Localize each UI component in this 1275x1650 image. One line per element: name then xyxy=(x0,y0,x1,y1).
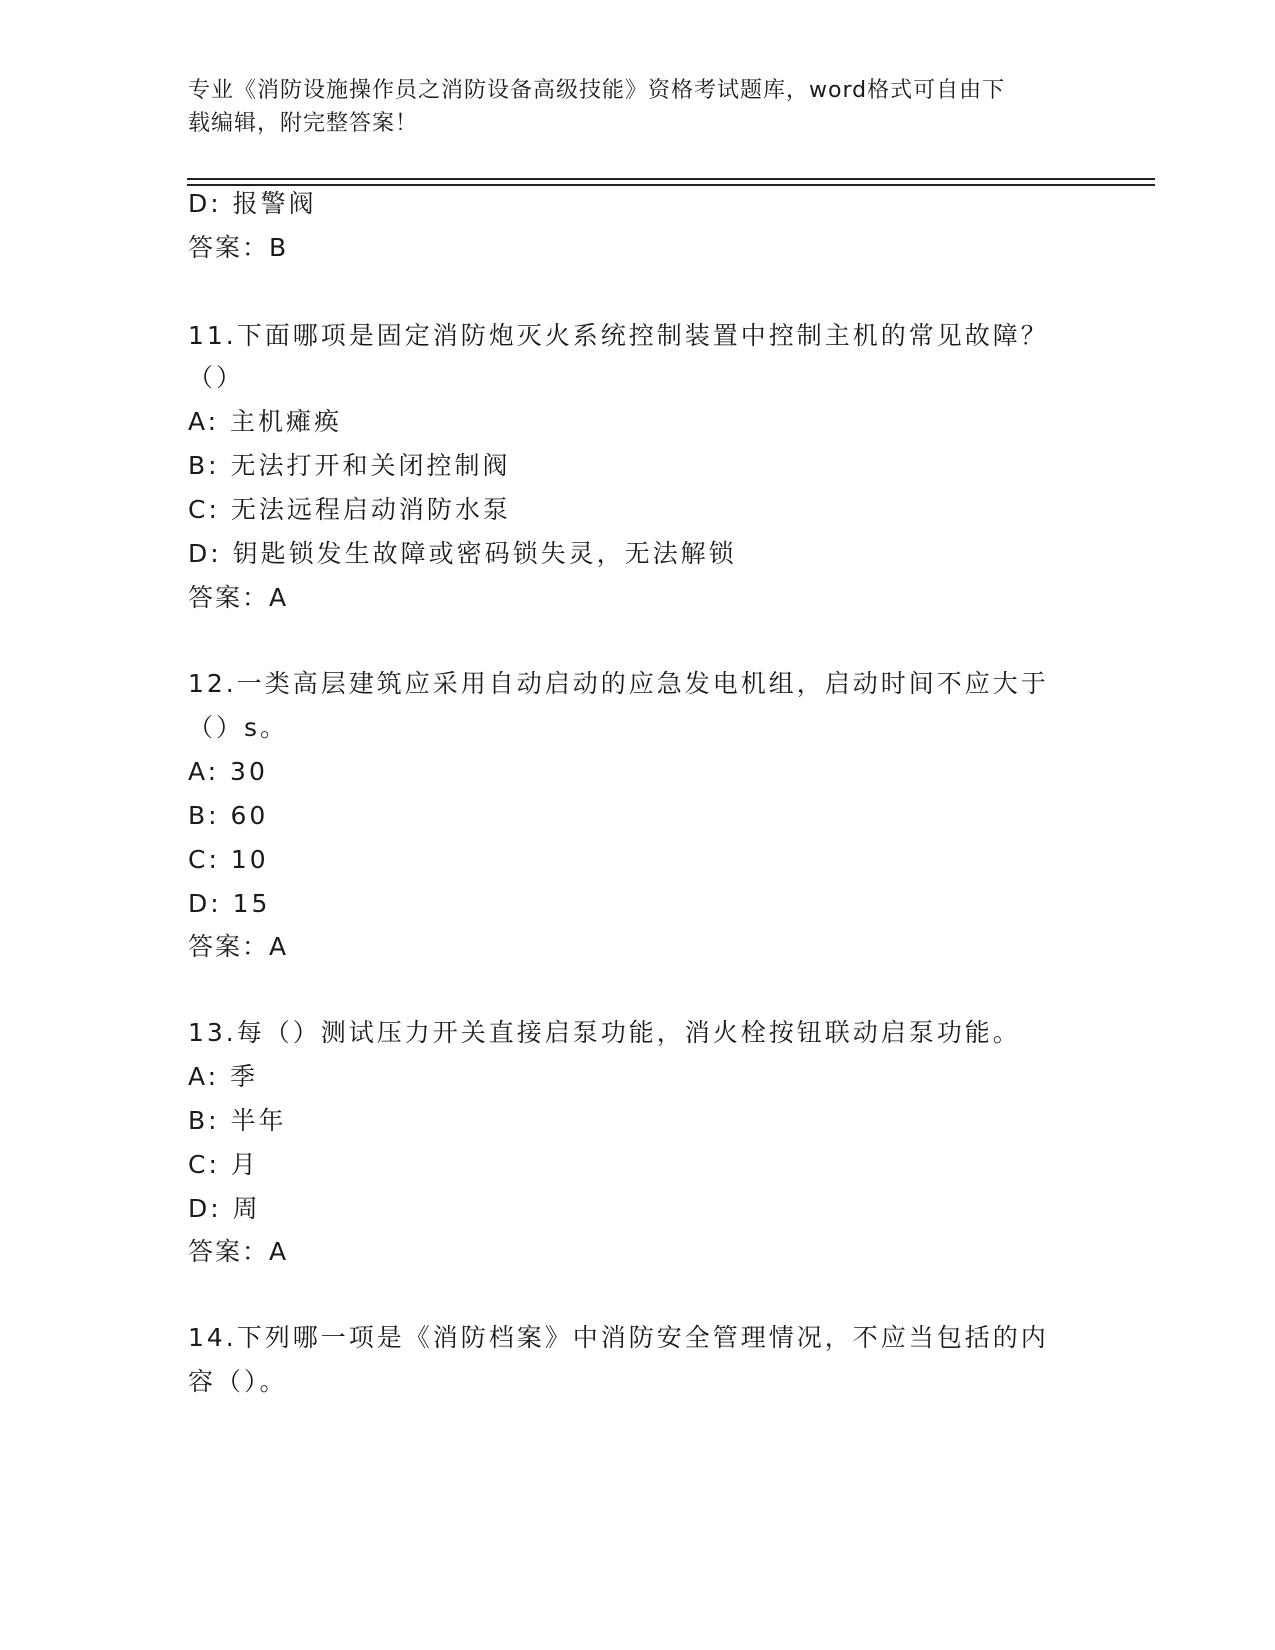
answer-label: 答案： xyxy=(188,583,270,612)
q11-option-c: C: 无法远程启动消防水泵 xyxy=(188,495,511,524)
q13-option-a: A: 季 xyxy=(188,1062,259,1091)
header-line-2: 载编辑，附完整答案！ xyxy=(188,111,419,136)
answer-label: 答案： xyxy=(188,233,270,262)
q12-answer xyxy=(188,931,287,963)
q13-option-c: C: 月 xyxy=(188,1150,259,1179)
q11-answer xyxy=(188,582,287,614)
q10-option-d: D: 报警阀 xyxy=(188,189,317,218)
answer-value: A xyxy=(269,1237,288,1266)
q12-option-c: C: 10 xyxy=(188,845,269,874)
answer-value: A xyxy=(269,583,288,612)
q12-option-b: B: 60 xyxy=(188,801,269,830)
q13-stem-line-1: 13.每（）测试压力开关直接启泵功能，消火栓按钮联动启泵功能。 xyxy=(188,1018,1021,1047)
header-divider-bottom xyxy=(187,184,1155,186)
q14-stem-line-2: 容（）。 xyxy=(188,1367,288,1396)
answer-value: B xyxy=(269,233,288,262)
q13-option-d: D: 周 xyxy=(188,1194,261,1223)
q13-answer xyxy=(188,1236,287,1268)
answer-label: 答案： xyxy=(188,932,270,961)
q11-option-a: A: 主机瘫痪 xyxy=(188,407,343,436)
q12-stem-line-2: （）s。 xyxy=(188,713,289,742)
q14-stem-line-1: 14.下列哪一项是《消防档案》中消防安全管理情况，不应当包括的内 xyxy=(188,1323,1049,1352)
header-line-1: 专业《消防设施操作员之消防设备高级技能》资格考试题库，word格式可自由下 xyxy=(188,78,1006,103)
answer-value: A xyxy=(269,932,288,961)
q12-option-a: A: 30 xyxy=(188,757,268,786)
q11-option-b: B: 无法打开和关闭控制阀 xyxy=(188,451,511,480)
q12-option-d: D: 15 xyxy=(188,889,271,918)
header-divider-top xyxy=(187,178,1155,180)
answer-label: 答案： xyxy=(188,1237,270,1266)
q13-option-b: B: 半年 xyxy=(188,1106,287,1135)
q11-option-d: D: 钥匙锁发生故障或密码锁失灵，无法解锁 xyxy=(188,539,737,568)
q12-stem-line-1: 12.一类高层建筑应采用自动启动的应急发电机组，启动时间不应大于 xyxy=(188,669,1049,698)
q10-answer xyxy=(188,232,287,264)
q11-stem-line-2: （） xyxy=(188,363,245,392)
q11-stem-line-1: 11.下面哪项是固定消防炮灭火系统控制装置中控制主机的常见故障？ xyxy=(188,321,1049,350)
document-header xyxy=(188,74,1068,140)
